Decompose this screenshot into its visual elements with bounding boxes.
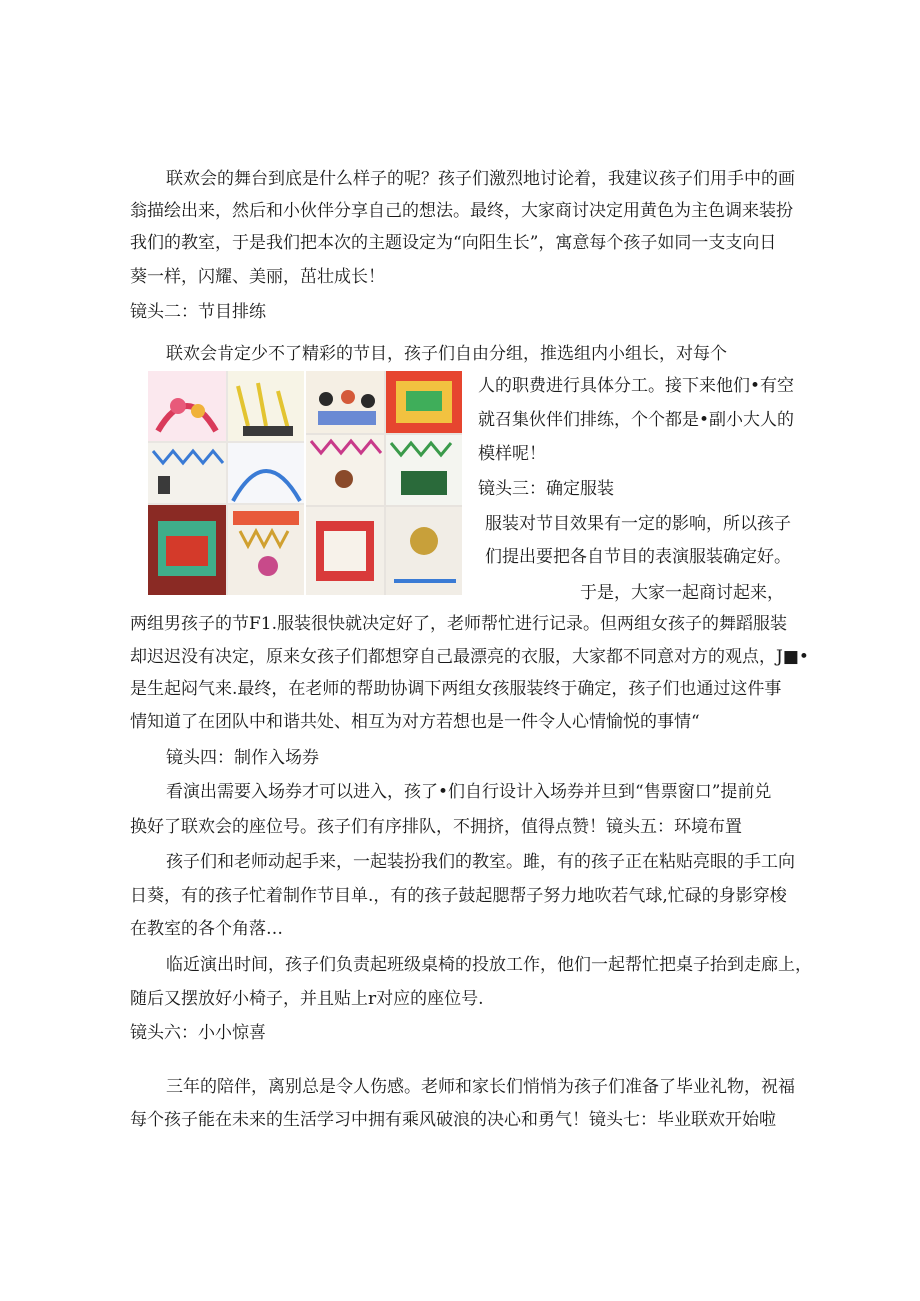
para1-line2: 翁描绘出来，然后和小伙伴分享自己的想法。最终，大家商讨决定用黄色为主色调来装扮 — [130, 201, 793, 221]
para6-line1: 临近演出时间，孩子们负责起班级桌椅的投放工作，他们一起帮忙把桌子抬到走廊上， — [166, 955, 812, 975]
heading-scene6: 镜头六：小小惊喜 — [130, 1023, 266, 1043]
para3-line3: 于是，大家一起商讨起来， — [580, 583, 784, 603]
para3-line2: 们提出要把各自节目的表演服装确定好。 — [485, 547, 791, 567]
para3-line7: 情知道了在团队中和谐共处、相互为对方若想也是一件令人心情愉悦的事情“ — [130, 712, 700, 732]
para3-line5: 却迟迟没有决定，原来女孩子们都想穿自己最漂亮的衣服，大家都不同意对方的观点，J■• — [130, 647, 809, 667]
para2-line1: 联欢会肯定少不了精彩的节目，孩子们自由分组，推选组内小组长，对每个 — [166, 344, 727, 364]
para1-line1: 联欢会的舞台到底是什么样子的呢？孩子们激烈地讨论着，我建议孩子们用手中的画 — [166, 169, 795, 189]
para2-line2: 人的职费进行具体分工。接下来他们•有空 — [478, 376, 795, 396]
para7-line1: 三年的陪伴，离别总是令人伤感。老师和家长们悄悄为孩子们准备了毕业礼物，祝福 — [166, 1077, 795, 1097]
para6-line2: 随后又摆放好小椅子，并且贴上r对应的座位号. — [130, 989, 484, 1009]
para3-line6: 是生起闷气来.最终，在老师的帮助协调下两组女孩服装终于确定，孩子们也通过这件事 — [130, 679, 782, 699]
para1-line3: 我们的教室，于是我们把本次的主题设定为“向阳生长”，寓意每个孩子如同一支支向日 — [130, 233, 777, 253]
para2-line3: 就召集伙伴们排练，个个都是•副小大人的 — [478, 410, 795, 430]
para4-line1: 看演出需要入场券才可以进入，孩了•们自行设计入场券并旦到“售票窗口”提前兑 — [166, 782, 772, 802]
para7-line2: 每个孩子能在未来的生活学习中拥有乘风破浪的决心和勇气！镜头七：毕业联欢开始啦 — [130, 1110, 776, 1130]
drawings-photo-left — [148, 371, 304, 595]
para5-line3: 在教室的各个角落… — [130, 919, 283, 939]
heading-scene2: 镜头二：节目排练 — [130, 302, 266, 322]
para5-line2: 日葵，有的孩子忙着制作节目单.，有的孩子鼓起腮帮子努力地吹若气球,忙碌的身影穿梭 — [130, 886, 787, 906]
para5-line1: 孩子们和老师动起手来，一起装扮我们的教室。雎，有的孩子正在粘贴亮眼的手工向 — [166, 852, 795, 872]
para3-line1: 服装对节目效果有一定的影响，所以孩子 — [485, 514, 791, 534]
para2-line4: 模样呢！ — [478, 444, 546, 464]
para1-line4: 葵一样，闪耀、美丽，茁壮成长！ — [130, 267, 385, 287]
heading-scene4: 镜头四：制作入场券 — [166, 748, 319, 768]
drawings-photo-right — [306, 371, 462, 595]
para3-line4: 两组男孩子的节F1.服装很快就决定好了，老师帮忙进行记录。但两组女孩子的舞蹈服装 — [130, 614, 788, 634]
para4-line2: 换好了联欢会的座位号。孩子们有序排队，不拥挤，值得点赞！镜头五：环境布置 — [130, 817, 742, 837]
heading-scene3: 镜头三：确定服装 — [478, 479, 614, 499]
